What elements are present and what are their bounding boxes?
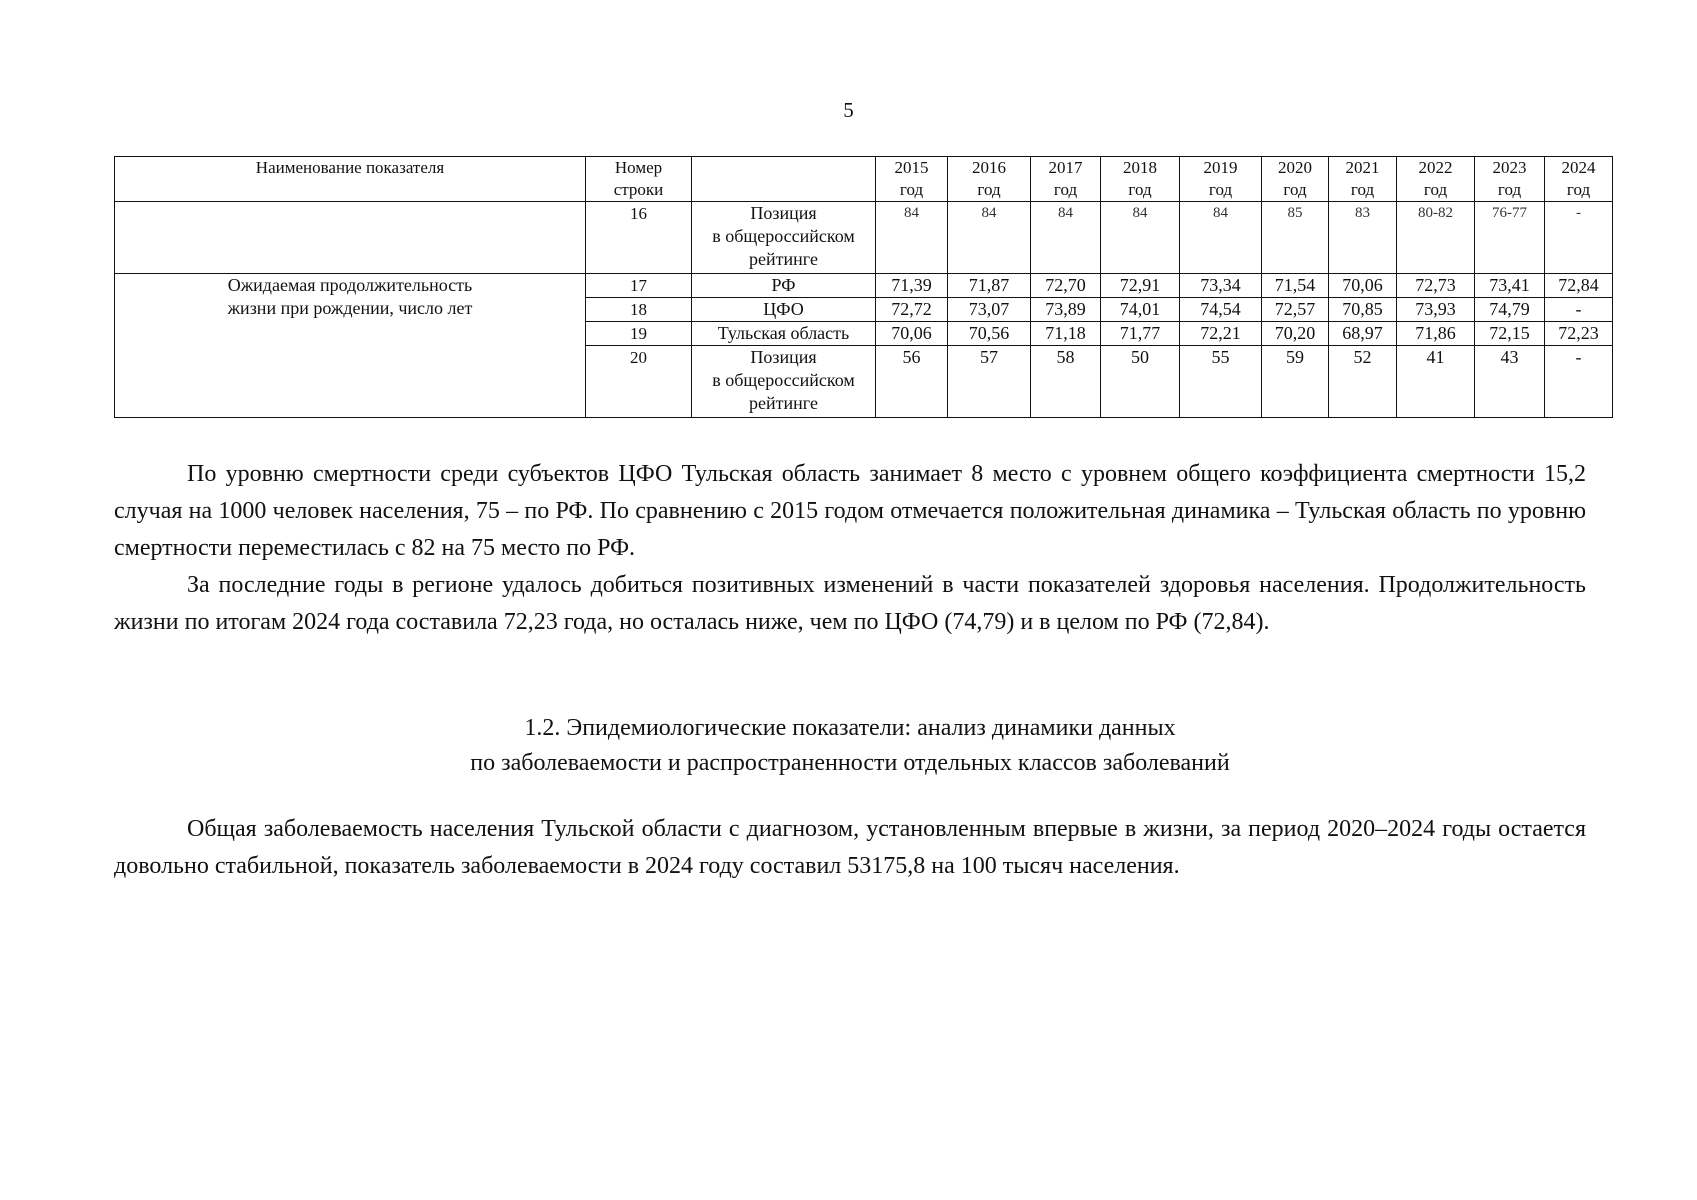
table-cell: 76-77 <box>1475 202 1545 274</box>
header-year-value: 2022 <box>1418 158 1453 177</box>
table-cell: 73,34 <box>1180 274 1262 298</box>
paragraph: За последние годы в регионе удалось добиться позитивных изменений в части показателей здоровья населения. Продолжительность жизни по итогам 2024 года составила 72,23 года, но осталась ниже, чем по ЦФО (74,79) и в целом по РФ (72,84). <box>114 572 1586 635</box>
table-cell: - <box>1545 202 1613 274</box>
row-label: Тульская область <box>692 322 876 346</box>
table-cell: 72,84 <box>1545 274 1613 298</box>
header-year-suffix: год <box>1053 180 1078 199</box>
table-cell: 72,23 <box>1545 322 1613 346</box>
table-cell: 71,54 <box>1262 274 1329 298</box>
table-cell: 84 <box>876 202 948 274</box>
table-cell: 55 <box>1180 346 1262 418</box>
section-heading-line1: 1.2. Эпидемиологические показатели: анализ динамики данных <box>524 715 1176 741</box>
header-year-suffix: год <box>977 180 1001 199</box>
table-cell: 84 <box>1031 202 1101 274</box>
table-cell: 68,97 <box>1329 322 1397 346</box>
paragraph: Общая заболеваемость населения Тульской области с диагнозом, установленным впервые в жизни, за период 2020–2024 годы остается довольно стабильной, показатель заболеваемости в 2024 году составил 53175,8 на 100 тысяч населения. <box>114 816 1586 879</box>
header-year-value: 2024 <box>1561 158 1596 177</box>
table-cell: 73,89 <box>1031 298 1101 322</box>
table-cell: 71,39 <box>876 274 948 298</box>
header-year-suffix: год <box>1350 180 1375 199</box>
table-cell: 72,57 <box>1262 298 1329 322</box>
table-cell: 84 <box>1101 202 1180 274</box>
row-number: 18 <box>586 298 692 322</box>
table-cell: 50 <box>1101 346 1180 418</box>
header-year <box>1031 157 1101 202</box>
table-cell: - <box>1545 298 1613 322</box>
table-cell: 73,07 <box>948 298 1031 322</box>
morbidity-text <box>114 811 1586 885</box>
table-row <box>115 202 1613 274</box>
row-label: ЦФО <box>692 298 876 322</box>
table-cell: 83 <box>1329 202 1397 274</box>
header-blank <box>692 157 876 202</box>
header-year <box>948 157 1031 202</box>
header-year <box>1329 157 1397 202</box>
table-cell: 80-82 <box>1397 202 1475 274</box>
table-row <box>115 274 1613 298</box>
row-number: 20 <box>586 346 692 418</box>
table-cell: 74,79 <box>1475 298 1545 322</box>
table-cell: 70,85 <box>1329 298 1397 322</box>
header-year-value: 2015 <box>894 158 929 177</box>
row-label-line3: рейтинге <box>749 249 818 269</box>
header-indicator-name: Наименование показателя <box>115 157 586 202</box>
table-cell: 72,15 <box>1475 322 1545 346</box>
header-year <box>1397 157 1475 202</box>
table-cell: 74,54 <box>1180 298 1262 322</box>
mortality-text <box>114 456 1586 641</box>
table-cell: 71,87 <box>948 274 1031 298</box>
header-year <box>1475 157 1545 202</box>
header-year <box>1180 157 1262 202</box>
header-year-suffix: год <box>899 180 924 199</box>
section-heading-line2: по заболеваемости и распространенности отдельных классов заболеваний <box>470 750 1230 776</box>
table-cell: - <box>1545 346 1613 418</box>
table-cell: 72,21 <box>1180 322 1262 346</box>
header-year-suffix: год <box>1423 180 1448 199</box>
table-cell: 73,93 <box>1397 298 1475 322</box>
header-year-suffix: год <box>1566 180 1591 199</box>
header-year-suffix: год <box>1128 180 1152 199</box>
table-cell: 72,72 <box>876 298 948 322</box>
table-cell: 84 <box>948 202 1031 274</box>
row-label-line2: в общероссийском <box>712 370 855 390</box>
table-cell: 72,73 <box>1397 274 1475 298</box>
section-heading <box>114 711 1586 781</box>
header-year-suffix: год <box>1208 180 1233 199</box>
table-cell: 70,06 <box>1329 274 1397 298</box>
row-label-line3: рейтинге <box>749 393 818 413</box>
row-label-line2: в общероссийском <box>712 226 855 246</box>
row-number: 16 <box>586 202 692 274</box>
table-cell: 85 <box>1262 202 1329 274</box>
header-year-value: 2020 <box>1278 158 1312 177</box>
table-cell: 74,01 <box>1101 298 1180 322</box>
table-cell: 71,86 <box>1397 322 1475 346</box>
indicator-name-line1: Ожидаемая продолжительность <box>227 275 473 295</box>
row-label <box>692 202 876 274</box>
header-row-number-line1: Номер <box>614 158 663 177</box>
indicator-name <box>115 274 586 418</box>
header-row-number-line2: строки <box>613 180 664 199</box>
indicator-name-line2: жизни при рождении, число лет <box>227 298 473 318</box>
header-year-suffix: год <box>1497 180 1522 199</box>
table-cell: 57 <box>948 346 1031 418</box>
row-label-line1: Позиция <box>750 203 817 223</box>
table-cell: 71,18 <box>1031 322 1101 346</box>
table-cell: 43 <box>1475 346 1545 418</box>
table-cell: 72,91 <box>1101 274 1180 298</box>
row-label-line1: Позиция <box>750 347 817 367</box>
indicators-table <box>114 156 1613 418</box>
table-cell: 59 <box>1262 346 1329 418</box>
table-cell: 84 <box>1180 202 1262 274</box>
header-year <box>1545 157 1613 202</box>
table-cell: 41 <box>1397 346 1475 418</box>
table-cell: 70,20 <box>1262 322 1329 346</box>
table-cell: 72,70 <box>1031 274 1101 298</box>
table-cell: 56 <box>876 346 948 418</box>
table-cell: 52 <box>1329 346 1397 418</box>
header-year-suffix: год <box>1283 180 1307 199</box>
table-cell: 71,77 <box>1101 322 1180 346</box>
header-year-value: 2019 <box>1203 158 1238 177</box>
header-year-value: 2021 <box>1345 158 1380 177</box>
table-cell: 73,41 <box>1475 274 1545 298</box>
row-label <box>692 346 876 418</box>
paragraph: По уровню смертности среди субъектов ЦФО Тульская область занимает 8 место с уровнем общего коэффициента смертности 15,2 случая на 1000 человек населения, 75 – по РФ. По сравнению с 2015 годом отмечается положительная динамика – Тульская область по уровню смертности переместилась с 82 на 75 место по РФ. <box>114 461 1586 561</box>
header-year <box>1101 157 1180 202</box>
table-header-row <box>115 157 1613 202</box>
table-cell: 70,06 <box>876 322 948 346</box>
header-year-value: 2016 <box>972 158 1006 177</box>
row-number: 19 <box>586 322 692 346</box>
table-cell-empty <box>115 202 586 274</box>
header-year-value: 2018 <box>1123 158 1157 177</box>
header-year-value: 2023 <box>1492 158 1527 177</box>
row-label: РФ <box>692 274 876 298</box>
header-year <box>1262 157 1329 202</box>
table-cell: 58 <box>1031 346 1101 418</box>
table-cell: 70,56 <box>948 322 1031 346</box>
header-year-value: 2017 <box>1048 158 1083 177</box>
header-year <box>876 157 948 202</box>
page-number: 5 <box>843 98 854 122</box>
row-number: 17 <box>586 274 692 298</box>
header-row-number <box>586 157 692 202</box>
